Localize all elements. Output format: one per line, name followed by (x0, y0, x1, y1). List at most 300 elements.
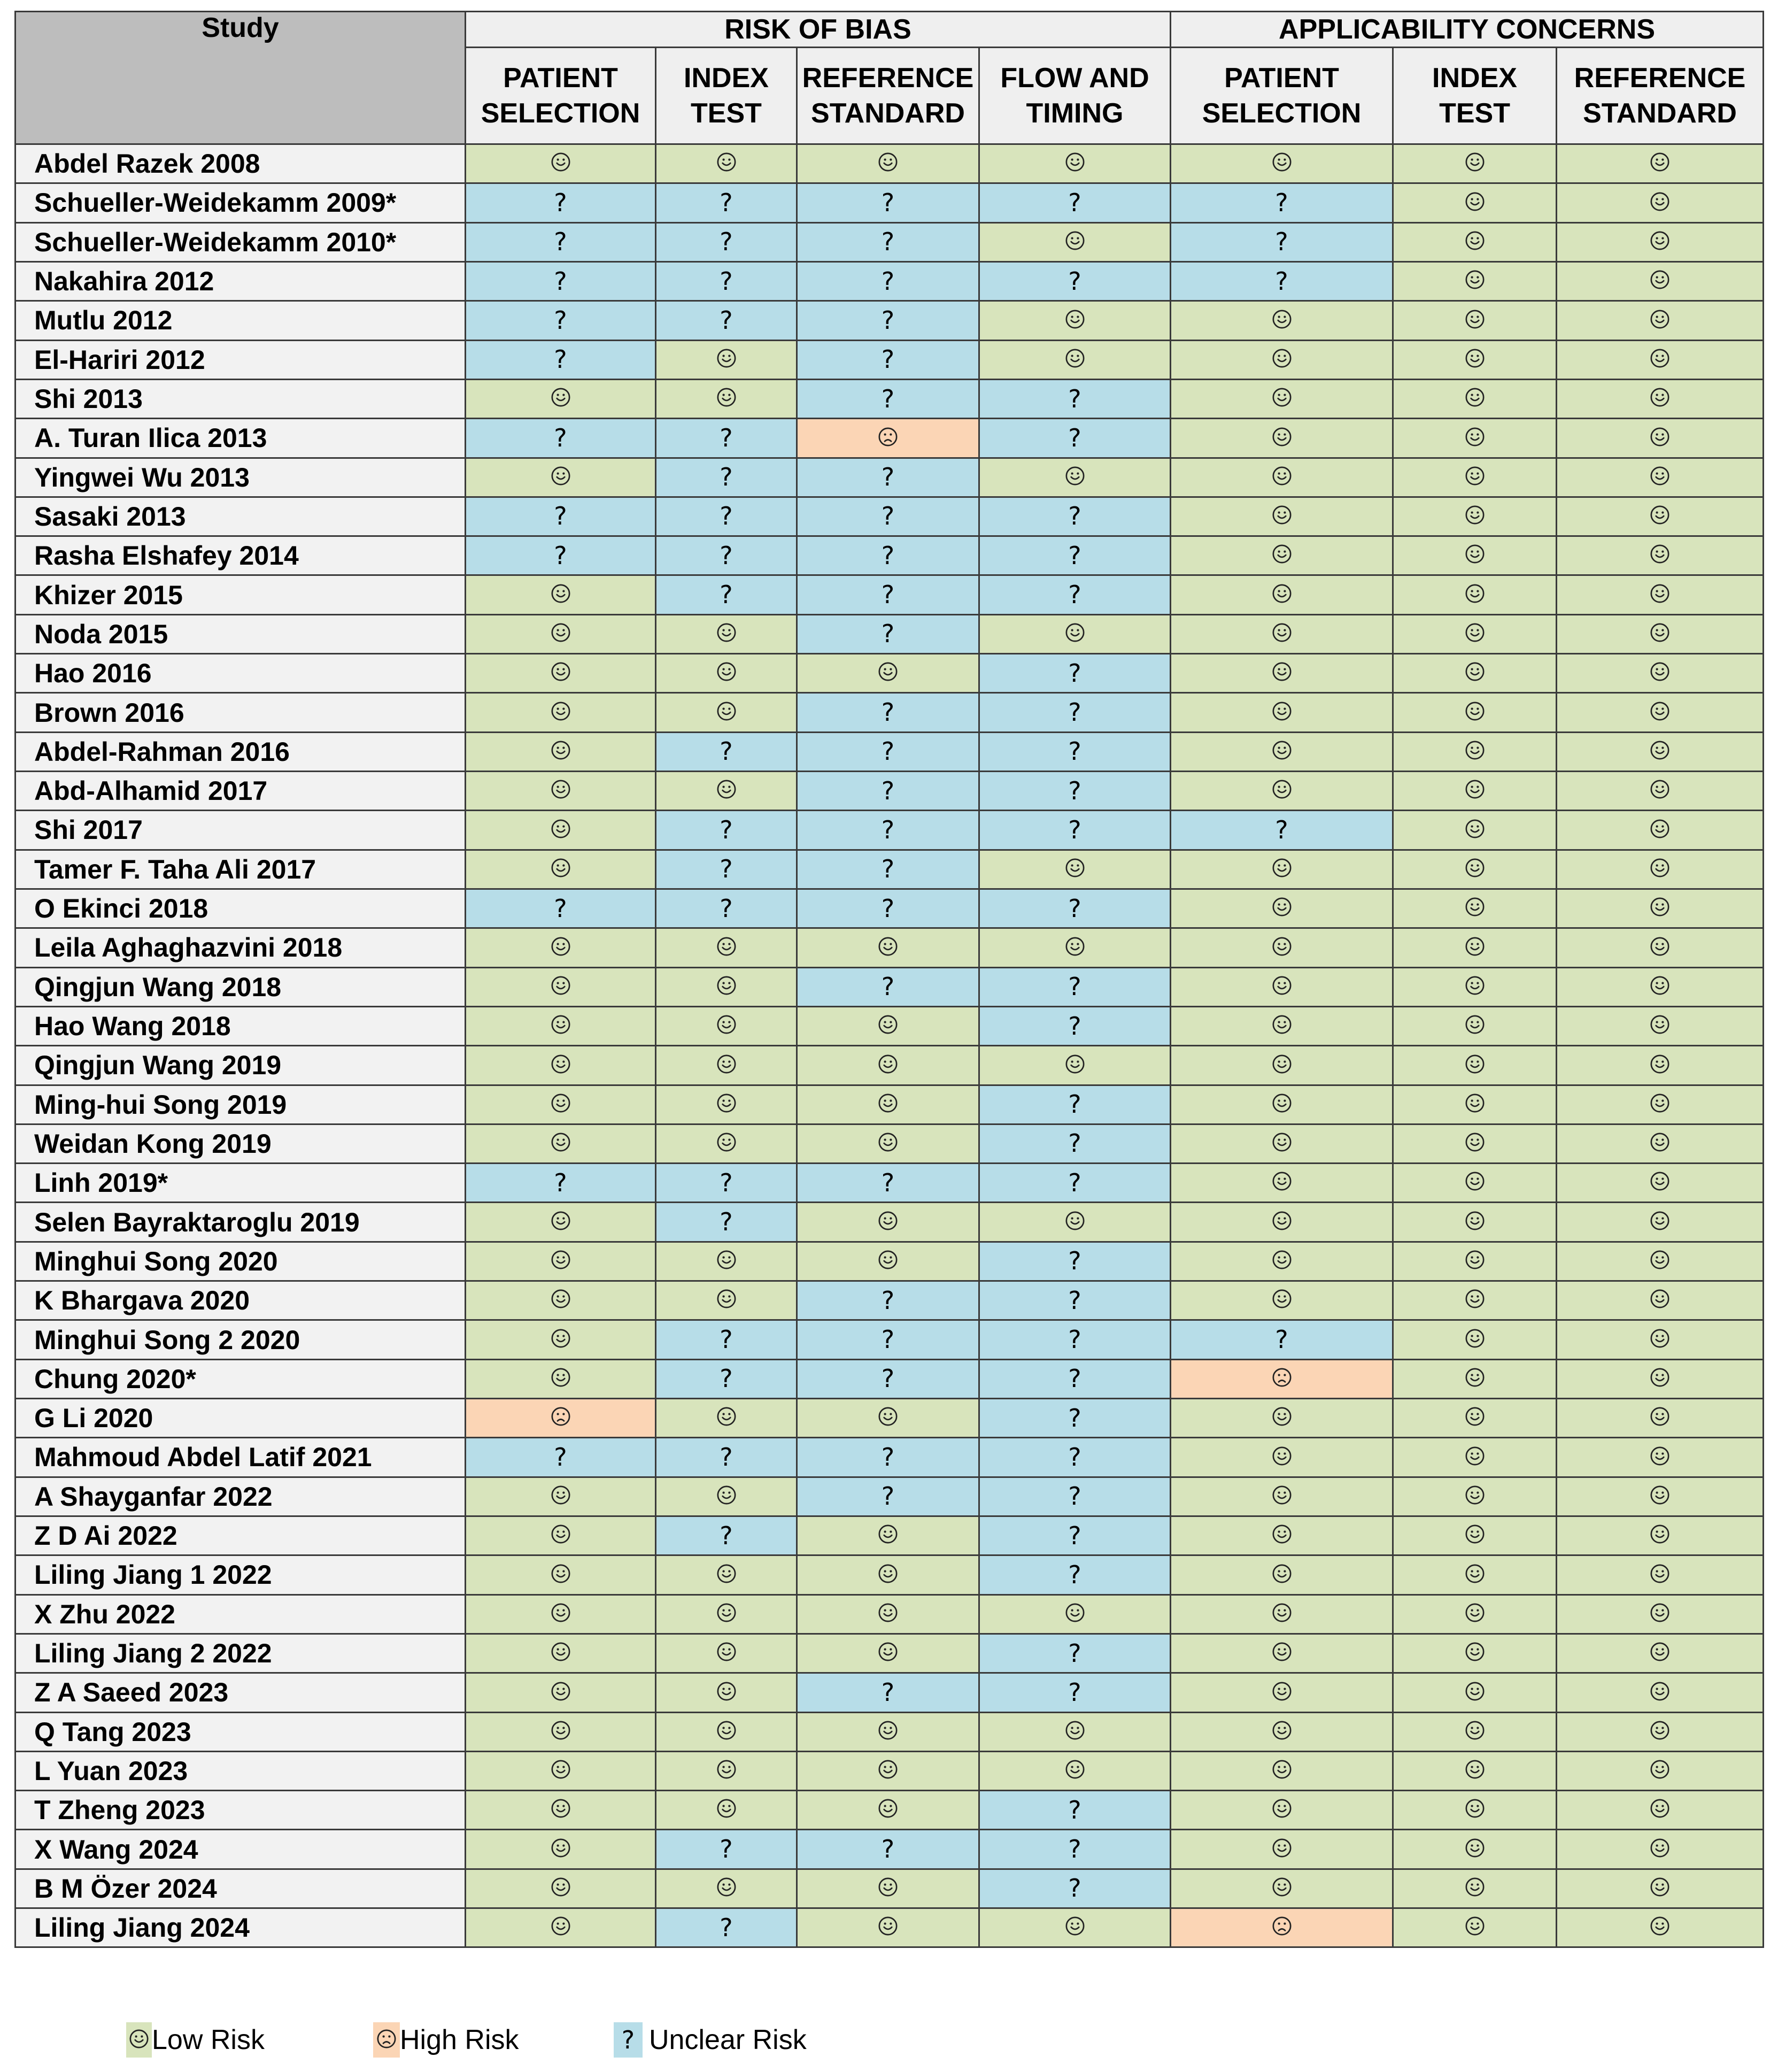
study-name-cell: X Zhu 2022 (16, 1595, 466, 1634)
ac-index-test-cell (1393, 497, 1557, 536)
rob-flow-and-timing-cell (979, 1555, 1171, 1595)
table-row (16, 1203, 1764, 1242)
smiley-icon (1650, 1792, 1670, 1829)
study-name-cell: B M Özer 2024 (16, 1869, 466, 1908)
smiley-icon (551, 734, 571, 771)
question-icon: ? (1068, 658, 1081, 688)
rob-index-test-cell (656, 1791, 797, 1830)
question-icon: ? (1068, 266, 1081, 296)
ac-index-test-cell (1393, 614, 1557, 653)
ac-reference-standard-cell (1557, 1399, 1764, 1438)
quadas-table (14, 11, 1764, 1948)
question-icon: ? (554, 1168, 567, 1197)
study-name-cell: Mutlu 2012 (16, 301, 466, 340)
rob-patient-selection-cell (466, 1751, 656, 1790)
smiley-icon (1650, 969, 1670, 1006)
smiley-icon (551, 1832, 571, 1868)
rob-patient-selection-cell (466, 575, 656, 614)
smiley-icon (1272, 930, 1292, 967)
rob-reference-standard-cell (797, 497, 979, 536)
rob-reference-standard-cell (797, 1595, 979, 1634)
table-row (16, 811, 1764, 850)
legend-unclear (614, 2021, 807, 2059)
question-icon: ? (720, 854, 733, 884)
question-icon: ? (720, 1207, 733, 1237)
rob-index-test-cell (656, 575, 797, 614)
smiley-icon (1650, 1205, 1670, 1241)
applicability-concerns-header (1171, 12, 1764, 48)
smiley-icon (551, 852, 571, 888)
ac-reference-standard-cell (1557, 1595, 1764, 1634)
smiley-icon (551, 1871, 571, 1907)
ac-patient-selection-cell (1171, 1830, 1393, 1869)
rob-patient-selection-cell (466, 1555, 656, 1595)
question-icon: ? (720, 737, 733, 766)
ac-patient-selection-cell (1171, 1124, 1393, 1163)
question-icon: ? (881, 619, 895, 649)
question-icon: ? (1068, 1011, 1081, 1041)
study-name-cell: Liling Jiang 2 2022 (16, 1634, 466, 1673)
smiley-icon (551, 1008, 571, 1045)
smiley-icon (716, 656, 737, 692)
smiley-icon (1650, 146, 1670, 182)
question-icon: ? (881, 266, 895, 296)
ac-patient-selection-cell (1171, 614, 1393, 653)
table-row (16, 614, 1764, 653)
rob-flow-and-timing-cell (979, 889, 1171, 928)
rob-patient-selection-cell (466, 1712, 656, 1751)
ac-index-test-cell (1393, 1830, 1557, 1869)
ac-index-test-cell (1393, 1908, 1557, 1947)
rob-index-test-cell (656, 1085, 797, 1124)
table-row (16, 967, 1764, 1006)
smiley-icon (1065, 225, 1085, 261)
study-name-cell: Liling Jiang 2024 (16, 1908, 466, 1947)
study-name-cell: T Zheng 2023 (16, 1791, 466, 1830)
table-row (16, 497, 1764, 536)
rob-index-test-cell (656, 732, 797, 771)
table-row (16, 261, 1764, 301)
rob-patient-selection-cell (466, 1242, 656, 1281)
rob-reference-standard-cell (797, 1242, 979, 1281)
rob-reference-standard-cell (797, 222, 979, 261)
study-name-cell: Mahmoud Abdel Latif 2021 (16, 1438, 466, 1477)
smiley-icon (716, 1244, 737, 1280)
rob-index-test-cell (656, 1908, 797, 1947)
smiley-icon (1272, 1753, 1292, 1790)
study-name-cell: Liling Jiang 1 2022 (16, 1555, 466, 1595)
rob-reference-standard-cell (797, 889, 979, 928)
smiley-icon (1650, 1244, 1670, 1280)
question-icon: ? (720, 423, 733, 452)
ac-reference-standard-cell (1557, 1869, 1764, 1908)
ac-index-test-cell (1393, 1359, 1557, 1398)
smiley-icon (716, 381, 737, 418)
question-icon: ? (554, 893, 567, 923)
ac-index-test-cell (1393, 1124, 1557, 1163)
ac-reference-standard-cell (1557, 1320, 1764, 1359)
rob-flow-and-timing-cell (979, 928, 1171, 967)
smiley-icon (551, 1518, 571, 1554)
smiley-icon (1272, 421, 1292, 457)
smiley-icon (1650, 617, 1670, 653)
question-icon: ? (720, 1364, 733, 1393)
study-name-cell: Abdel-Rahman 2016 (16, 732, 466, 771)
question-icon: ? (1068, 1874, 1081, 1903)
smiley-icon (1272, 1675, 1292, 1712)
ac-reference-standard-cell (1557, 1908, 1764, 1947)
smiley-icon (1272, 734, 1292, 771)
question-icon: ? (1068, 737, 1081, 766)
ac-index-test-cell (1393, 693, 1557, 732)
smiley-icon (1272, 303, 1292, 340)
table-row (16, 1046, 1764, 1085)
rob-patient-selection-cell (466, 1516, 656, 1555)
rob-reference-standard-cell (797, 1399, 979, 1438)
study-name-cell: G Li 2020 (16, 1399, 466, 1438)
ac-reference-standard-cell (1557, 811, 1764, 850)
ac-patient-selection-cell (1171, 1634, 1393, 1673)
smiley-icon (1272, 656, 1292, 692)
study-name-cell: A Shayganfar 2022 (16, 1477, 466, 1516)
smiley-icon (716, 1048, 737, 1084)
question-icon: ? (1068, 1168, 1081, 1197)
rob-reference-standard-cell (797, 1712, 979, 1751)
smiley-icon (551, 1361, 571, 1398)
question-icon: ? (1068, 1403, 1081, 1432)
ac-reference-standard-cell (1557, 1164, 1764, 1203)
frown-icon (878, 421, 898, 457)
rob-patient-selection-cell (466, 536, 656, 575)
ac-patient-selection-cell (1171, 1399, 1393, 1438)
study-name-cell: El-Hariri 2012 (16, 340, 466, 379)
smiley-icon (1465, 734, 1485, 771)
rob-index-test-cell (656, 889, 797, 928)
smiley-icon (1272, 1871, 1292, 1907)
rob-index-test-cell (656, 1712, 797, 1751)
ac-index-test-cell (1393, 261, 1557, 301)
rob-patient-selection-cell (466, 1320, 656, 1359)
study-name-cell: Abd-Alhamid 2017 (16, 772, 466, 811)
rob-index-test-cell (656, 1399, 797, 1438)
rob-reference-standard-cell (797, 1203, 979, 1242)
table-row (16, 1869, 1764, 1908)
smiley-icon (551, 656, 571, 692)
study-name-cell: Hao 2016 (16, 654, 466, 693)
question-icon: ? (1068, 1325, 1081, 1354)
rob-patient-selection-cell (466, 967, 656, 1006)
question-icon: ? (720, 1521, 733, 1550)
smiley-icon (878, 1126, 898, 1162)
smiley-icon (1650, 342, 1670, 379)
rob-reference-standard-cell (797, 1281, 979, 1320)
rob-flow-and-timing-cell (979, 1164, 1171, 1203)
smiley-icon (1650, 1400, 1670, 1437)
rob-index-test-cell (656, 1555, 797, 1595)
risk-of-bias-label: RISK OF BIAS (724, 14, 911, 45)
smiley-icon (1272, 1597, 1292, 1633)
study-name-cell: L Yuan 2023 (16, 1751, 466, 1790)
smiley-icon (716, 695, 737, 731)
ac-reference-standard-cell (1557, 183, 1764, 222)
ac-index-test-cell (1393, 889, 1557, 928)
ac-patient-selection-cell (1171, 497, 1393, 536)
smiley-icon (1065, 1910, 1085, 1946)
ac-patient-selection-cell (1171, 732, 1393, 771)
rob-reference-standard-cell (797, 1438, 979, 1477)
rob-flow-and-timing-cell (979, 1751, 1171, 1790)
table-row (16, 850, 1764, 889)
smiley-icon (1650, 656, 1670, 692)
study-name-cell: X Wang 2024 (16, 1830, 466, 1869)
question-icon: ? (1068, 1442, 1081, 1472)
rob-flow-and-timing-cell (979, 1595, 1171, 1634)
study-name-cell: O Ekinci 2018 (16, 889, 466, 928)
rob-index-test-cell (656, 1164, 797, 1203)
question-icon: ? (621, 2025, 635, 2054)
ac-patient-selection-cell (1171, 1712, 1393, 1751)
question-icon: ? (881, 815, 895, 844)
smiley-icon (716, 773, 737, 810)
ac-reference-standard-cell (1557, 301, 1764, 340)
study-name-cell: Schueller-Weidekamm 2010* (16, 222, 466, 261)
smiley-icon (1650, 1675, 1670, 1712)
rob-reference-standard-cell (797, 1006, 979, 1045)
ac-reference-standard-cell (1557, 614, 1764, 653)
smiley-icon (1065, 1597, 1085, 1633)
ac-patient-selection-cell (1171, 693, 1393, 732)
smiley-icon (1272, 1832, 1292, 1868)
ac-patient-selection-cell (1171, 458, 1393, 497)
ac-patient-selection-cell (1171, 772, 1393, 811)
smiley-icon (1272, 852, 1292, 888)
smiley-icon (1465, 773, 1485, 810)
smiley-icon (716, 1714, 737, 1751)
study-name-cell: Shi 2013 (16, 379, 466, 418)
rob-reference-standard-cell (797, 654, 979, 693)
rob-reference-standard-cell (797, 967, 979, 1006)
ac-patient-selection-cell (1171, 1477, 1393, 1516)
ac-index-test-header: INDEX TEST (1393, 48, 1557, 144)
rob-patient-selection-cell (466, 1164, 656, 1203)
ac-patient-selection-cell (1171, 1164, 1393, 1203)
smiley-icon (1465, 1440, 1485, 1476)
smiley-icon (1650, 1361, 1670, 1398)
ac-index-test-cell (1393, 1634, 1557, 1673)
smiley-icon (1272, 1048, 1292, 1084)
question-icon: ? (881, 972, 895, 1002)
rob-index-test-cell (656, 1751, 797, 1790)
table-row (16, 458, 1764, 497)
rob-reference-standard-cell (797, 928, 979, 967)
rob-patient-selection-cell (466, 1673, 656, 1712)
ac-reference-standard-cell (1557, 654, 1764, 693)
ac-patient-selection-cell (1171, 1555, 1393, 1595)
rob-reference-standard-cell (797, 1516, 979, 1555)
smiley-icon (1272, 1714, 1292, 1751)
ac-reference-standard-cell (1557, 1830, 1764, 1869)
smiley-icon (1465, 1753, 1485, 1790)
rob-flow-and-timing-cell (979, 340, 1171, 379)
rob-index-test-cell (656, 261, 797, 301)
rob-reference-standard-cell (797, 1791, 979, 1830)
rob-patient-selection-cell (466, 261, 656, 301)
smiley-icon (1465, 225, 1485, 261)
smiley-icon (1465, 1322, 1485, 1359)
question-icon: ? (720, 1325, 733, 1354)
table-row (16, 1595, 1764, 1634)
question-icon: ? (1068, 1364, 1081, 1393)
ac-reference-standard-cell (1557, 144, 1764, 183)
smiley-icon (551, 1636, 571, 1672)
smiley-icon (878, 1244, 898, 1280)
question-icon: ? (881, 1482, 895, 1511)
smiley-icon (1065, 852, 1085, 888)
smiley-icon (1465, 186, 1485, 222)
rob-flow-and-timing-cell (979, 732, 1171, 771)
study-name-cell: Hao Wang 2018 (16, 1006, 466, 1045)
ac-patient-selection-cell (1171, 1320, 1393, 1359)
ac-patient-selection-cell (1171, 1203, 1393, 1242)
ac-index-test-cell (1393, 1477, 1557, 1516)
smiley-icon (551, 1910, 571, 1946)
question-icon: ? (881, 1835, 895, 1864)
table-row (16, 340, 1764, 379)
smiley-icon (1650, 891, 1670, 927)
question-icon: ? (1068, 776, 1081, 805)
rob-index-test-cell (656, 1124, 797, 1163)
question-icon: ? (881, 345, 895, 374)
ac-patient-selection-cell (1171, 1516, 1393, 1555)
smiley-icon (1465, 1714, 1485, 1751)
table-row (16, 144, 1764, 183)
smiley-icon (1650, 421, 1670, 457)
smiley-icon (129, 2024, 149, 2056)
rob-flow-and-timing-cell (979, 1281, 1171, 1320)
ac-index-test-cell (1393, 183, 1557, 222)
legend-low (126, 2021, 265, 2059)
smiley-icon (551, 1597, 571, 1633)
rob-index-test-cell (656, 654, 797, 693)
ac-index-test-cell (1393, 340, 1557, 379)
smiley-icon (1650, 1440, 1670, 1476)
ac-index-test-cell (1393, 1516, 1557, 1555)
ac-index-test-cell (1393, 1751, 1557, 1790)
ac-reference-standard-cell (1557, 575, 1764, 614)
smiley-icon (1465, 460, 1485, 496)
smiley-icon (716, 342, 737, 379)
question-icon: ? (1275, 815, 1288, 844)
ac-reference-standard-cell (1557, 1516, 1764, 1555)
question-icon: ? (1068, 698, 1081, 727)
table-row (16, 1124, 1764, 1163)
smiley-icon (1272, 773, 1292, 810)
rob-reference-standard-cell (797, 1830, 979, 1869)
ac-patient-selection-cell (1171, 1281, 1393, 1320)
question-icon: ? (720, 1168, 733, 1197)
smiley-icon (1272, 146, 1292, 182)
smiley-icon (551, 1558, 571, 1594)
ac-patient-selection-cell (1171, 850, 1393, 889)
rob-flow-and-timing-cell (979, 1791, 1171, 1830)
rob-flow-and-timing-cell (979, 222, 1171, 261)
ac-index-test-cell (1393, 811, 1557, 850)
smiley-icon (1272, 617, 1292, 653)
smiley-icon (551, 146, 571, 182)
rob-flow-and-timing-cell (979, 419, 1171, 458)
ac-index-test-cell (1393, 1320, 1557, 1359)
question-icon: ? (720, 815, 733, 844)
rob-flow-and-timing-cell (979, 811, 1171, 850)
smiley-icon (1650, 1832, 1670, 1868)
table-row (16, 889, 1764, 928)
ac-reference-standard-header: REFERENCE STANDARD (1557, 48, 1764, 144)
table-row (16, 1242, 1764, 1281)
ac-reference-standard-cell (1557, 1124, 1764, 1163)
smiley-icon (1465, 1244, 1485, 1280)
ac-patient-selection-cell (1171, 1908, 1393, 1947)
table-row (16, 654, 1764, 693)
rob-reference-standard-cell (797, 1673, 979, 1712)
ac-patient-selection-cell (1171, 1438, 1393, 1477)
smiley-icon (878, 656, 898, 692)
table-row (16, 1477, 1764, 1516)
rob-patient-selection-cell (466, 379, 656, 418)
smiley-icon (1465, 303, 1485, 340)
smiley-icon (1650, 1871, 1670, 1907)
table-row (16, 1555, 1764, 1595)
rob-index-test-cell (656, 183, 797, 222)
study-column-header (16, 12, 466, 144)
smiley-icon (1650, 1753, 1670, 1790)
rob-index-test-header: INDEX TEST (656, 48, 797, 144)
ac-patient-selection-cell (1171, 654, 1393, 693)
smiley-icon (878, 1205, 898, 1241)
smiley-icon (1465, 1400, 1485, 1437)
smiley-icon (1650, 1048, 1670, 1084)
rob-patient-selection-cell (466, 1438, 656, 1477)
rob-flow-and-timing-cell (979, 772, 1171, 811)
study-name-cell: Ming-hui Song 2019 (16, 1085, 466, 1124)
ac-reference-standard-cell (1557, 1203, 1764, 1242)
question-icon: ? (1275, 1325, 1288, 1354)
rob-reference-standard-cell (797, 1555, 979, 1595)
rob-flow-and-timing-cell (979, 1477, 1171, 1516)
question-icon: ? (1275, 188, 1288, 217)
smiley-icon (716, 1400, 737, 1437)
smiley-icon (1272, 1008, 1292, 1045)
smiley-icon (551, 773, 571, 810)
ac-index-test-cell (1393, 419, 1557, 458)
study-name-cell: Noda 2015 (16, 614, 466, 653)
smiley-icon (1650, 381, 1670, 418)
question-icon: ? (554, 1442, 567, 1472)
smiley-icon (1465, 1048, 1485, 1084)
smiley-icon (1465, 538, 1485, 574)
ac-reference-standard-cell (1557, 1242, 1764, 1281)
rob-patient-selection-cell (466, 1595, 656, 1634)
smiley-icon (551, 1205, 571, 1241)
table-row (16, 1164, 1764, 1203)
smiley-icon (1650, 1322, 1670, 1359)
rob-patient-selection-cell (466, 1634, 656, 1673)
smiley-icon (1650, 1283, 1670, 1319)
smiley-icon (878, 1558, 898, 1594)
smiley-icon (878, 1400, 898, 1437)
smiley-icon (1650, 734, 1670, 771)
rob-flow-and-timing-cell (979, 1320, 1171, 1359)
smiley-icon (1272, 1126, 1292, 1162)
